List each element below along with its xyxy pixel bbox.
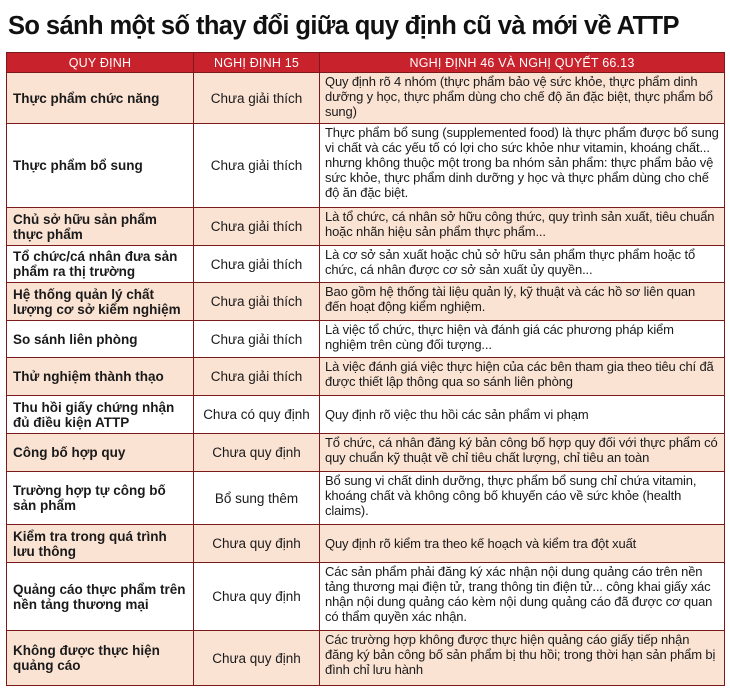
decree-46-cell: Quy định rõ 4 nhóm (thực phẩm bảo vệ sức khỏe, thực phẩm dinh dưỡng y học, thực phẩm dùng cho chế độ ăn đặc biệt, thực phẩm bổ sung) xyxy=(320,73,725,124)
column-header-rule: QUY ĐỊNH xyxy=(7,53,194,73)
table-row xyxy=(7,321,725,358)
table-row xyxy=(7,73,725,124)
rule-cell: Hệ thống quản lý chất lượng cơ sở kiểm nghiệm xyxy=(7,283,194,321)
decree-15-cell: Chưa quy định xyxy=(194,434,320,472)
rule-cell: Quảng cáo thực phẩm trên nền tảng thương mại xyxy=(7,563,194,631)
decree-46-cell: Là việc tổ chức, thực hiện và đánh giá các phương pháp kiểm nghiệm trên cùng đối tượng... xyxy=(320,321,725,358)
comparison-table xyxy=(6,52,725,686)
rule-cell: Thực phẩm chức năng xyxy=(7,73,194,124)
table-row xyxy=(7,283,725,321)
table-row xyxy=(7,124,725,208)
rule-cell: Không được thực hiện quảng cáo xyxy=(7,631,194,686)
decree-15-cell: Chưa giải thích xyxy=(194,321,320,358)
table-row xyxy=(7,358,725,396)
rule-cell: So sánh liên phòng xyxy=(7,321,194,358)
table-row xyxy=(7,472,725,525)
table-row xyxy=(7,246,725,283)
table-row xyxy=(7,396,725,434)
decree-46-cell: Quy định rõ kiểm tra theo kế hoạch và kiểm tra đột xuất xyxy=(320,525,725,563)
decree-15-cell: Chưa giải thích xyxy=(194,358,320,396)
table-row xyxy=(7,563,725,631)
rule-cell: Tổ chức/cá nhân đưa sản phẩm ra thị trường xyxy=(7,246,194,283)
decree-46-cell: Quy định rõ việc thu hồi các sản phẩm vi phạm xyxy=(320,396,725,434)
decree-46-cell: Các sản phẩm phải đăng ký xác nhận nội dung quảng cáo trên nền tảng thương mại điện tử, trang thông tin điện tử... công khai giấy xác nhận nội dung quảng cáo kèm nội dung quảng cáo đã được cơ quan có thẩm quyền xác nhận. xyxy=(320,563,725,631)
decree-15-cell: Chưa giải thích xyxy=(194,246,320,283)
decree-15-cell: Chưa quy định xyxy=(194,563,320,631)
decree-46-cell: Là việc đánh giá việc thực hiện của các bên tham gia theo tiêu chí đã được thiết lập thông qua so sánh liên phòng xyxy=(320,358,725,396)
decree-46-cell: Bao gồm hệ thống tài liệu quản lý, kỹ thuật và các hồ sơ liên quan đến hoạt động kiểm nghiệm. xyxy=(320,283,725,321)
table-row xyxy=(7,525,725,563)
decree-46-cell: Thực phẩm bổ sung (supplemented food) là thực phẩm được bổ sung vi chất và các yếu tố có lợi cho sức khỏe như vitamin, khoáng chất... nhưng không thuộc một trong ba nhóm sản phẩm: thực phẩm bảo vệ sức khỏe, thực phẩm dinh dưỡng y học và thực phẩm dùng cho chế độ ăn đặc biệt. xyxy=(320,124,725,208)
rule-cell: Thử nghiệm thành thạo xyxy=(7,358,194,396)
decree-15-cell: Bổ sung thêm xyxy=(194,472,320,525)
page-title: So sánh một số thay đổi giữa quy định cũ và mới về ATTP xyxy=(8,12,679,40)
table-row xyxy=(7,631,725,686)
column-header-decree-15: NGHỊ ĐỊNH 15 xyxy=(194,53,320,73)
table-header-row xyxy=(7,53,725,73)
decree-15-cell: Chưa có quy định xyxy=(194,396,320,434)
rule-cell: Thực phẩm bổ sung xyxy=(7,124,194,208)
rule-cell: Thu hồi giấy chứng nhận đủ điều kiện ATTP xyxy=(7,396,194,434)
rule-cell: Trường hợp tự công bố sản phẩm xyxy=(7,472,194,525)
table-row xyxy=(7,208,725,246)
rule-cell: Kiểm tra trong quá trình lưu thông xyxy=(7,525,194,563)
decree-46-cell: Bổ sung vi chất dinh dưỡng, thực phẩm bổ sung chỉ chứa vitamin, khoáng chất và không công bố khuyến cáo về sức khỏe (health claims). xyxy=(320,472,725,525)
column-header-decree-46: NGHỊ ĐỊNH 46 VÀ NGHỊ QUYẾT 66.13 xyxy=(320,53,725,73)
decree-46-cell: Là tổ chức, cá nhân sở hữu công thức, quy trình sản xuất, tiêu chuẩn hoặc nhãn hiệu sản phẩm thực phẩm... xyxy=(320,208,725,246)
decree-15-cell: Chưa giải thích xyxy=(194,73,320,124)
decree-15-cell: Chưa giải thích xyxy=(194,283,320,321)
rule-cell: Chủ sở hữu sản phẩm thực phẩm xyxy=(7,208,194,246)
decree-46-cell: Các trường hợp không được thực hiện quảng cáo giấy tiếp nhận đăng ký bản công bố sản phẩm bị thu hồi; trong thời hạn sản phẩm bị đình chỉ lưu hành xyxy=(320,631,725,686)
decree-15-cell: Chưa giải thích xyxy=(194,208,320,246)
decree-15-cell: Chưa quy định xyxy=(194,525,320,563)
decree-15-cell: Chưa giải thích xyxy=(194,124,320,208)
decree-15-cell: Chưa quy định xyxy=(194,631,320,686)
decree-46-cell: Tổ chức, cá nhân đăng ký bản công bố hợp quy đối với thực phẩm có quy chuẩn kỹ thuật về chỉ tiêu chất lượng, chỉ tiêu an toàn xyxy=(320,434,725,472)
rule-cell: Công bố hợp quy xyxy=(7,434,194,472)
decree-46-cell: Là cơ sở sản xuất hoặc chủ sở hữu sản phẩm thực phẩm hoặc tổ chức, cá nhân được cơ sở sản xuất ủy quyền... xyxy=(320,246,725,283)
table-row xyxy=(7,434,725,472)
